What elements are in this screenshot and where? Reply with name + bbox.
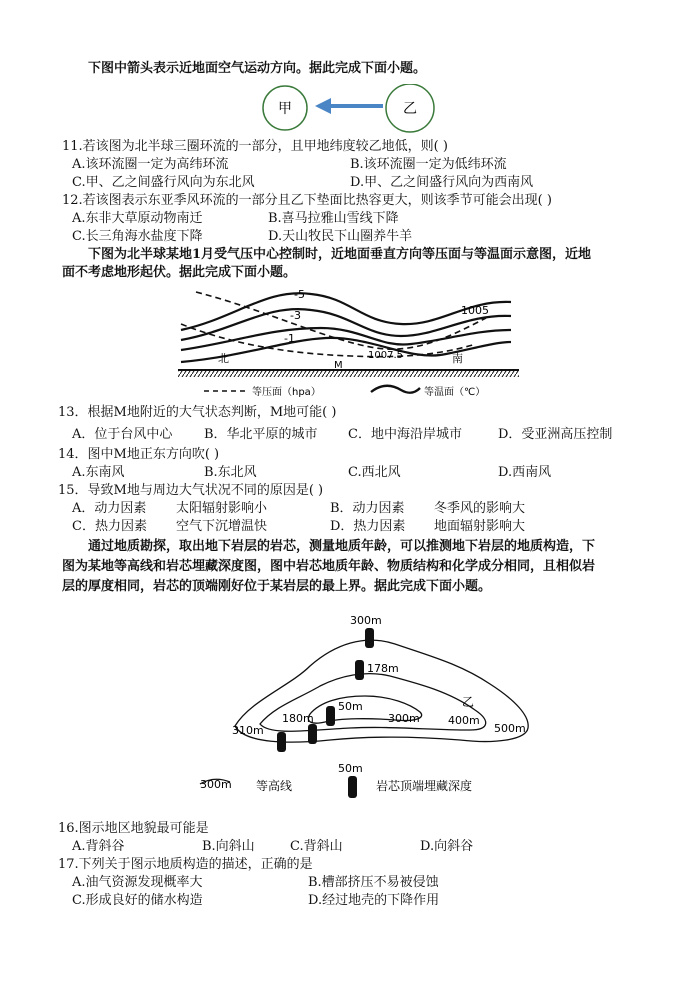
q15-option-d-factor[interactable]: D．热力因素: [330, 519, 406, 534]
legend-contour-label: 等高线: [256, 779, 293, 793]
contour-value-label: 300m: [388, 712, 420, 725]
q11-option-a[interactable]: A.该环流圈一定为高纬环流: [72, 157, 229, 172]
isotherm-label: -3: [290, 309, 301, 322]
q12-option-d[interactable]: D.天山牧民下山圈养牛羊: [268, 229, 413, 244]
legend-isotherm-symbol: [371, 386, 420, 393]
q13-option-d[interactable]: D．受亚洲高压控制: [498, 427, 613, 442]
intro-text-1: 下图中箭头表示近地面空气运动方向。据此完成下面小题。: [88, 61, 427, 76]
north-label: 北: [218, 352, 229, 365]
q14-stem: 14．图中M地正东方向吹( ): [58, 447, 220, 462]
q13-option-c[interactable]: C．地中海沿岸城市: [348, 427, 462, 442]
intro-text-3a: 通过地质勘探，取出地下岩层的岩芯，测量地质年龄，可以推测地下岩层的地质构造，下: [88, 539, 596, 554]
airflow-diagram: [255, 84, 445, 134]
core-depth-label: 300m: [350, 614, 382, 627]
intro-text-2a: 下图为北半球某地1月受气压中心控制时，近地面垂直方向等压面与等温面示意图，近地: [88, 247, 592, 262]
q13-option-a[interactable]: A．位于台风中心: [72, 427, 173, 442]
q16-option-b[interactable]: B.向斜山: [202, 839, 255, 854]
q11-stem: 11.若该图为北半球三圈环流的一部分，且甲地纬度较乙地低，则( ): [62, 139, 448, 154]
south-label: 南: [452, 352, 463, 365]
legend-core-symbol: [348, 776, 357, 798]
q15-option-a-factor[interactable]: A．动力因素: [72, 501, 147, 516]
q14-option-d[interactable]: D.西南风: [498, 465, 552, 480]
q17-option-b[interactable]: B.槽部挤压不易被侵蚀: [308, 875, 439, 890]
q17-option-a[interactable]: A.油气资源发现概率大: [72, 875, 203, 890]
ground-hatch: [178, 371, 519, 377]
q16-stem: 16.图示地区地貌最可能是: [58, 821, 209, 836]
q13-stem: 13．根据M地附近的大气状态判断，M地可能( ): [58, 405, 337, 420]
core-depth-label: 310m: [232, 724, 264, 737]
core-marker: [277, 732, 286, 752]
isotherm-label: -1: [284, 332, 295, 345]
core-depth-label: 50m: [338, 700, 363, 713]
q11-option-c[interactable]: C.甲、乙之间盛行风向为东北风: [72, 175, 255, 190]
core-marker: [326, 706, 335, 726]
q17-option-d[interactable]: D.经过地壳的下降作用: [308, 893, 440, 908]
q15-option-c-reason: 空气下沉增温快: [176, 519, 268, 534]
contour-value-label: 500m: [494, 722, 526, 735]
legend-core-label: 岩芯顶端埋藏深度: [376, 779, 473, 793]
q15-option-b-reason: 冬季风的影响大: [434, 501, 526, 516]
q11-option-d[interactable]: D.甲、乙之间盛行风向为西南风: [350, 175, 534, 190]
core-depth-label: 180m: [282, 712, 314, 725]
q16-option-a[interactable]: A.背斜谷: [72, 839, 125, 854]
q12-option-b[interactable]: B.喜马拉雅山雪线下降: [268, 211, 399, 226]
q12-option-c[interactable]: C.长三角海水盐度下降: [72, 229, 203, 244]
q12-option-a[interactable]: A.东非大草原动物南迁: [72, 211, 203, 226]
q11-option-b[interactable]: B.该环流圈一定为低纬环流: [350, 157, 507, 172]
q15-option-d-reason: 地面辐射影响大: [434, 519, 526, 534]
yi-point-label: 乙: [462, 695, 475, 709]
m-label: M: [334, 360, 343, 371]
q17-option-c[interactable]: C.形成良好的储水构造: [72, 893, 203, 908]
q15-stem: 15．导致M地与周边大气状况不同的原因是( ): [58, 483, 324, 498]
core-depth-label: 178m: [367, 662, 399, 675]
core-marker: [355, 660, 364, 680]
isobar-isotherm-diagram: [176, 284, 521, 402]
isobar-label: 1007.5: [368, 350, 403, 361]
legend-contour-value: 300m: [200, 778, 232, 791]
q14-option-c[interactable]: C.西北风: [348, 465, 401, 480]
arrow-left-icon: [315, 98, 383, 114]
q16-option-c[interactable]: C.背斜山: [290, 839, 343, 854]
q13-option-b[interactable]: B．华北平原的城市: [204, 427, 318, 442]
q14-option-b[interactable]: B.东北风: [204, 465, 257, 480]
q16-option-d[interactable]: D.向斜谷: [420, 839, 474, 854]
isobar-label: 1005: [461, 304, 489, 317]
q15-option-b-factor[interactable]: B．动力因素: [330, 501, 405, 516]
isobar-line: [196, 292, 486, 349]
legend-isotherm-label: 等温面（℃）: [424, 387, 486, 398]
isotherm-label: -5: [294, 288, 305, 301]
q14-option-a[interactable]: A.东南风: [72, 465, 125, 480]
intro-text-2b: 面不考虑地形起伏。据此完成下面小题。: [62, 265, 297, 280]
contour-value-label: 400m: [448, 714, 480, 727]
legend-isobar-label: 等压面（hpa）: [252, 387, 321, 398]
intro-text-3b: 图为某地等高线和岩芯埋藏深度图，图中岩芯地质年龄、物质结构和化学成分相同，且相似岩: [62, 559, 596, 574]
core-marker: [365, 628, 374, 648]
q15-option-a-reason: 太阳辐射影响小: [176, 501, 268, 516]
yi-label: 乙: [403, 101, 417, 117]
intro-text-3c: 层的厚度相同，岩芯的顶端刚好位于某岩层的最上界。据此完成下面小题。: [62, 579, 492, 594]
q15-option-c-factor[interactable]: C．热力因素: [72, 519, 147, 534]
jia-label: 甲: [278, 101, 292, 117]
core-depth-label: 50m: [338, 762, 363, 775]
core-marker: [308, 724, 317, 744]
contour-core-map: [190, 606, 550, 812]
q12-stem: 12.若该图表示东亚季风环流的一部分且乙下垫面比热容更大，则该季节可能会出现( ): [62, 193, 552, 208]
q17-stem: 17.下列关于图示地质构造的描述，正确的是: [58, 857, 313, 872]
